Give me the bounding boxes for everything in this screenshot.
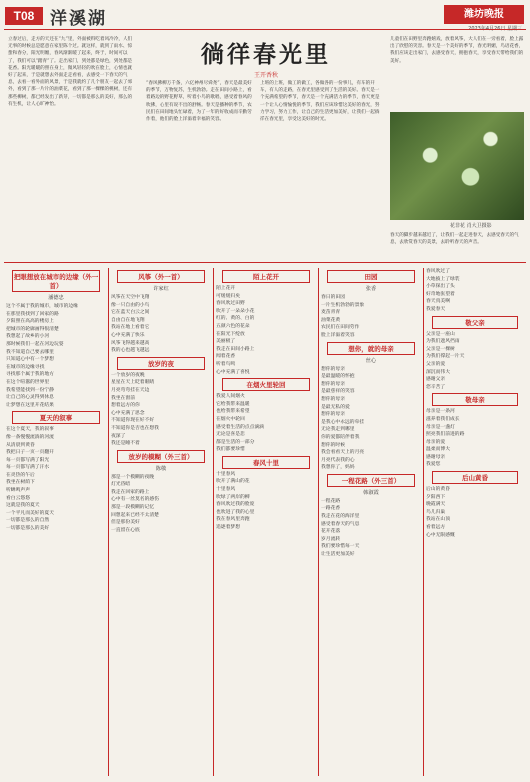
poem-column-1 [6, 268, 106, 776]
poem-line: 晚霞满天 [426, 502, 446, 508]
poem-line: 我在春风里奔跑 [216, 517, 250, 523]
poem-line: 春风吹过了 [426, 269, 450, 274]
poem-line: 听着鸟鸣 [216, 361, 236, 367]
poem-line: 我走在田间小路上 [216, 346, 255, 352]
poem-line: 母亲的爱 [426, 439, 446, 445]
poem-line: 想你的母亲 [321, 412, 345, 418]
poem-line: 这就是我的夏天 [6, 503, 40, 509]
poem-line: 寻找那个属于我的地方 [6, 372, 54, 378]
poem-line: 我的心也越飞越远 [111, 348, 150, 354]
poem-line: 温柔而博大 [426, 447, 450, 453]
poem-line: 每一页都写满了阳光 [6, 457, 50, 463]
poem-author: 张香 [365, 286, 377, 292]
poem-title: 夏天的叙事 [12, 411, 100, 424]
poem-line: 后山的黄昏 [426, 487, 450, 493]
poem-line: 想你的母亲 [321, 396, 345, 402]
poem-line: 回想起来已经不太清楚 [111, 512, 159, 518]
poem-line: 我站在山顶 [426, 517, 450, 523]
poem-line: 花开花落 [321, 529, 341, 535]
poem-line: 陌上花开 [216, 286, 236, 291]
poem-line: 我把日子一页一页翻开 [6, 450, 54, 456]
poem-line: 感谢母亲 [426, 454, 446, 460]
poem-title: 敬父亲 [432, 316, 518, 329]
poem-line: 麦苗青青 [321, 310, 341, 316]
poem-line: 灯光昏暗 [111, 482, 131, 488]
poem-title: 放岁的模糊（外三首） [117, 450, 205, 463]
column-divider [108, 268, 109, 776]
poem-line: 父亲是一棵树 [426, 346, 455, 352]
poem-line: 把城市的轮廓画得很清楚 [6, 326, 59, 332]
poem-line: 滋养着我们成长 [426, 416, 460, 422]
section-divider [4, 262, 526, 263]
poem-line: 那是一个模糊的夜晚 [111, 474, 155, 480]
article-author: 王开香秋 [253, 72, 278, 79]
poem-line: 吹开了满山的花 [216, 479, 250, 485]
poem-line: 感受着生活的点点滴滴 [216, 424, 264, 430]
poem-author: 许家红 [153, 286, 169, 292]
poem-line: 是最温暖的怀抱 [321, 374, 355, 380]
poem-line: 想你的母亲 [321, 381, 345, 387]
poem-line: 无论我走到哪里 [321, 427, 355, 433]
poem-line: 我想起了故乡的小河 [6, 334, 50, 340]
poem-line: 只知道心中有一个梦想 [6, 357, 54, 363]
poem-line: 看着远方 [426, 525, 446, 531]
photo-caption: 花非花 肖大卫摄影 [450, 223, 492, 229]
page-code: T08 [5, 7, 43, 25]
poem-line: 在那里我找到了回家的路 [6, 311, 59, 317]
poem-line: 一切都是那么的自然 [6, 518, 50, 524]
poem-title: 把眼想放在城市的边缘（外一首） [12, 270, 100, 292]
poem-line: 让自己的心灵得到休息 [6, 395, 54, 401]
poem-line: 美丽极了 [216, 339, 236, 345]
poem-line: 我们都要珍惜 [216, 447, 245, 453]
poem-line: 我坐在树荫下 [6, 480, 35, 486]
article-column-4b: 春天的脚步越来越近了，让我们一起走进春天，去感受春天的气息，去欣赏春天的美景，去聆听春天的声音。 [390, 233, 519, 246]
poem-line: 一片生机勃勃的景象 [321, 302, 365, 308]
poem-line: 看白云悠悠 [6, 495, 30, 501]
poem-line: 岁月流转 [321, 536, 341, 542]
article-title: 徜徉春光里 [201, 42, 331, 68]
article-column-3: 上班的上班，做工的做工，各做各的一份事儿，有车的开车，有人的走路，在春光里感受到了生活的美好。春天是一个充满希望的季节，春天是一个充满活力的季节，春天更是一个让人心情愉悦的季节，我们应该珍惜这美好的春光，努力学习，努力工作，让自己的生活更加美好，让我们一起徜徉在春光里，享受这美好的时光。 [260, 81, 380, 123]
poem-line: 心中充满了快乐 [111, 332, 145, 338]
poem-line: 在炎热的午后 [6, 472, 35, 478]
poem-line: 月亮弯弯挂在天边 [111, 387, 150, 393]
poem-line: 让生活更加美好 [321, 552, 355, 558]
poem-line: 一直留在心底 [111, 527, 140, 533]
poem-line: 父亲的爱 [426, 361, 446, 367]
poem-column-3 [216, 268, 316, 776]
poem-line: 风筝在天空中飞翔 [111, 295, 150, 300]
poem-line: 心中有一丝莫名的感伤 [111, 497, 159, 503]
poem-line: 我会看看天上的月亮 [321, 450, 365, 456]
poem-line: 我站在地上看着它 [111, 325, 150, 331]
poem-title: 田园 [327, 270, 415, 283]
article-photo [390, 112, 524, 220]
article-column-4: 儿童们在田野里奔跑嬉戏，放着风筝，大人们在一旁看着，脸上露出了欣慰的笑容。春天是一个美好的季节，春光明媚，鸟语花香，我们应该走出家门，去感受春天，拥抱春天，享受春天带给我们的美好。 [390, 37, 524, 64]
poem-line: 吹绿了两岸的柳 [216, 494, 250, 500]
poem-line: 为我们撑起一片天 [426, 354, 465, 360]
poem-line: 吹开了一朵朵小花 [216, 308, 255, 314]
poem-line: 母亲是一盏灯 [426, 424, 455, 430]
poem-line: 你的爱都陪伴着我 [321, 434, 360, 440]
poem-line: 也给我带来希望 [216, 409, 250, 415]
poem-line: 照亮我们前进的路 [426, 432, 465, 438]
poem-line: 星星在天上眨着眼睛 [111, 380, 155, 386]
poem-line: 像一条慢慢流淌的河流 [6, 434, 54, 440]
poem-line: 五颜六色的花朵 [216, 323, 250, 329]
poem-author: 韩淑霞 [363, 489, 379, 496]
poem-line: 感谢父亲 [426, 377, 446, 383]
poem-line: 父亲是一座山 [426, 331, 455, 337]
newspaper-logo: 潍坊晚报 [444, 5, 524, 24]
poem-line: 是最无私的爱 [321, 404, 350, 410]
article-column-2: “春风拂柳万千条，六亿神州尽舜尧”，春天是最美好的季节，万物复苏，生机勃勃。走在田间小路上，看着路边的野花野草，听着小鸟的歌唱，感受着春风的吹拂，心里有说不出的舒畅。春天是播种的季节，农民们在田间地头忙碌着，为了一年的好收成而辛勤劳作着，他们的脸上洋溢着幸福的笑容。 [146, 81, 252, 123]
poem-column-5 [426, 268, 524, 776]
poem-title: 春风十里 [222, 456, 310, 469]
poem-line: 它在蓝天白云之间 [111, 310, 150, 316]
poem-line: 我爱人间烟火 [216, 394, 245, 400]
poem-line: 在阳光下绽放 [216, 331, 245, 337]
poem-line: 我想你了，妈妈 [321, 465, 355, 471]
poem-line: 在城市的边缘寻找 [6, 364, 45, 370]
poem-line: 我爱您 [426, 462, 441, 468]
poem-line: 我还是睡不着 [111, 441, 140, 447]
poem-line: 感受着春天的气息 [321, 521, 360, 527]
poem-line: 我不知道自己要去哪里 [6, 349, 54, 355]
poem-line: 从清晨到黄昏 [6, 442, 35, 448]
poem-line: 想你的时候 [321, 442, 345, 448]
poem-title: 后山黄昏 [432, 471, 518, 484]
article-column-1: 立春过后，走方的天还在“九”里，外面被料吃着风冷冷，人们无事的时候总是愿意在家里陈个过。就这样，就到了雨水、惊蛰和春分，阳光明媚，春风渐渐暖了起来，终于，时间可以了，我们可以“踏青”了。走出家门，到处都是绿色，到处都是花香。阳光暖暖的照在身上，微风轻轻的吹在脸上，心情也就好了起来，于是就想去外面走走看看，去感受一下春天的气息，去看一看外面的风景，于是我就约了几个朋友一起去了郊外，看到了那一片片的油菜花，看到了那一棵棵的桃树，还有那些柳树，都已经发出了新芽，一切都是那么的美好，那么的有生机，让人心旷神怡。 [8, 37, 133, 107]
poem-line: 每一页都写满了汗水 [6, 465, 50, 471]
poem-line: 听蝉鸣声声 [6, 488, 30, 494]
poem-line: 一程花路 [321, 498, 341, 504]
poem-line: 我走在回家的路上 [111, 489, 150, 495]
poem-line: 在烟火中轮回 [216, 416, 245, 422]
poem-line: 春日的田园 [321, 295, 345, 300]
poem-line: 夜深了 [111, 433, 126, 439]
poem-line: 大地披上了绿装 [426, 276, 460, 282]
page-header [0, 0, 530, 30]
poem-line: 可缓缓归矣 [216, 293, 240, 299]
poem-line: 好奇地张望着 [426, 291, 455, 297]
poem-line: 夕阳照在高高的楼房上 [6, 319, 54, 325]
poem-title: 陌上花开 [222, 270, 310, 283]
poem-line: 心中充满了喜悦 [216, 369, 250, 375]
poem-line: 我希望能找到一份宁静 [6, 387, 54, 393]
poem-title: 敬母亲 [432, 393, 518, 406]
poem-line: 自由自在地飞翔 [111, 317, 145, 323]
poem-line: 我们要珍惜每一天 [321, 544, 360, 550]
poem-title: 风筝（外一首） [117, 270, 205, 283]
poem-line: 心中充满了思念 [111, 410, 145, 416]
poem-line: 那是一段模糊的记忆 [111, 505, 155, 511]
header-rule [4, 29, 526, 30]
poem-line: 一个平凡而美好的夏天 [6, 510, 54, 516]
poem-line: 它给我带来温暖 [216, 401, 250, 407]
poem-line: 鸟儿归巢 [426, 509, 446, 515]
poem-line: 为我们遮风挡雨 [426, 339, 460, 345]
poem-line: 这个不属于我的城市，城市的边缘 [6, 304, 78, 309]
poem-line: 十里春风 [216, 471, 236, 477]
poem-line: 脸上洋溢着笑容 [321, 332, 355, 338]
poem-line: 夕阳西下 [426, 494, 446, 500]
poem-line: 一路花香 [321, 506, 341, 512]
poem-line: 红的、黄的、白的 [216, 316, 255, 322]
poem-author: 潘德忠 [48, 295, 64, 301]
poem-line: 是我心中永远的牵挂 [321, 419, 365, 425]
poem-line: 油菜花黄 [321, 317, 341, 323]
poem-line: 十里春风 [216, 487, 236, 493]
poem-line: 我爱春天 [426, 306, 446, 312]
column-divider [423, 268, 424, 776]
poem-title: 在烟火里轮回 [222, 378, 310, 391]
poem-line: 让梦想在这里开花结果 [6, 402, 54, 408]
poem-title: 一程花路（外三首） [327, 474, 415, 487]
poem-column-4 [321, 268, 421, 776]
poem-line: 不知道你是否也在想我 [111, 425, 159, 431]
poem-line: 春天真美啊 [426, 299, 450, 305]
poem-line: 像一只自由的小鸟 [111, 302, 150, 308]
poem-author: 丝心 [365, 357, 377, 364]
poem-line: 一个放岁的夜晚 [111, 372, 145, 378]
poem-title: 放岁的夜 [117, 357, 205, 370]
poem-line: 想你的母亲 [321, 366, 345, 372]
poem-line: 母亲是一条河 [426, 409, 455, 415]
poem-line: 在这个夏天，我的叙事 [6, 427, 54, 433]
poem-line: 都是生活的一部分 [216, 439, 255, 445]
section-name: 洋溪湖 [50, 9, 107, 29]
poem-line: 是最慈祥的笑容 [321, 389, 355, 395]
poem-line: 农民们在田间劳作 [321, 325, 360, 331]
column-divider [318, 268, 319, 776]
poem-line: 也吹进了我的心里 [216, 509, 255, 515]
poem-line: 不知道你现在好不好 [111, 418, 155, 424]
poem-line: 月亮代表我的心 [321, 457, 355, 463]
poem-line: 但是那份美好 [111, 520, 140, 526]
poem-line: 闻着花香 [216, 354, 236, 360]
poem-author: 陈敬 [155, 465, 167, 472]
poem-line: 小草探出了头 [426, 284, 455, 290]
poem-column-2 [111, 268, 211, 776]
poem-line: 无论是喜是悲 [216, 432, 245, 438]
poem-line: 您辛苦了 [426, 384, 446, 390]
poem-line: 深沉而伟大 [426, 369, 450, 375]
poem-line: 春风吹过田野 [216, 301, 245, 307]
poem-line: 在这个喧嚣的世界里 [6, 379, 50, 385]
poem-line: 追逐着梦想 [216, 525, 240, 531]
poem-line: 想着远方的你 [111, 403, 140, 409]
poem-line: 我坐在窗前 [111, 395, 135, 401]
poem-line: 一切都是那么的美好 [6, 526, 50, 532]
poem-line: 心中无限感慨 [426, 532, 455, 538]
poem-line: 那时候我们一起在河边玩耍 [6, 341, 64, 347]
poem-line: 我走在花的海洋里 [321, 514, 360, 520]
poem-line: 风筝飞得越来越高 [111, 340, 150, 346]
poem-title: 想你，就的母亲 [327, 342, 415, 355]
column-divider [213, 268, 214, 776]
poem-line: 春风吹过我的脸庞 [216, 502, 255, 508]
